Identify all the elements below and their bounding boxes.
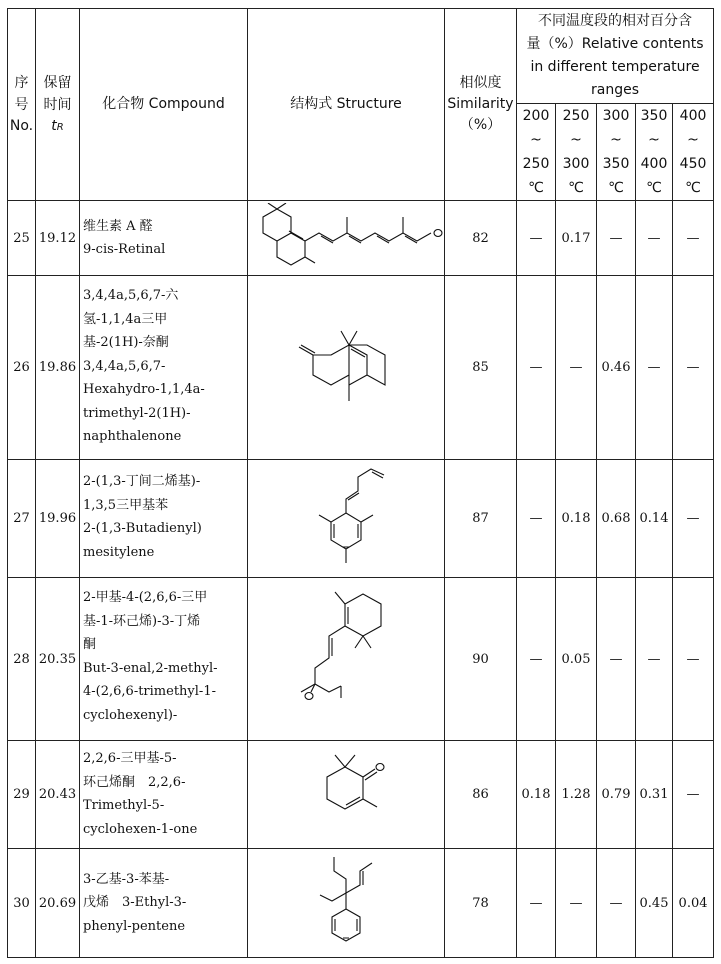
value-300-350: 0.46 xyxy=(597,276,636,460)
header-temp-range: 350 ~ 400 ℃ xyxy=(636,104,673,201)
compound-name: 维生素 A 醛 9-cis-Retinal xyxy=(80,201,248,276)
table-row xyxy=(8,578,714,741)
value-250-300: 0.17 xyxy=(556,201,597,276)
header-temp-range: 250 ~ 300 ℃ xyxy=(556,104,597,201)
butadienyl-mesitylene-structure xyxy=(248,460,445,578)
value-400-450: — xyxy=(673,578,714,741)
row-rt: 20.69 xyxy=(36,849,80,958)
row-rt: 19.96 xyxy=(36,460,80,578)
compound-name: 2,2,6-三甲基-5- 环己烯酮 2,2,6- Trimethyl-5- cyclohexen-1-one xyxy=(80,741,248,849)
value-400-450: — xyxy=(673,201,714,276)
retinal-structure xyxy=(248,201,445,276)
value-350-400: — xyxy=(636,578,673,741)
value-200-250: — xyxy=(517,849,556,958)
value-250-300: — xyxy=(556,276,597,460)
value-400-450: 0.04 xyxy=(673,849,714,958)
table-row xyxy=(8,276,714,460)
compound-name: 3-乙基-3-苯基- 戊烯 3-Ethyl-3- phenyl-pentene xyxy=(80,849,248,958)
similarity: 82 xyxy=(445,201,517,276)
similarity: 90 xyxy=(445,578,517,741)
row-no: 28 xyxy=(8,578,36,741)
value-200-250: — xyxy=(517,276,556,460)
value-350-400: — xyxy=(636,201,673,276)
value-400-450: — xyxy=(673,276,714,460)
value-300-350: — xyxy=(597,201,636,276)
similarity: 78 xyxy=(445,849,517,958)
header-relative-contents: 不同温度段的相对百分含 量（%）Relative contents in different temperature ranges xyxy=(517,9,714,104)
value-350-400: 0.31 xyxy=(636,741,673,849)
header-temp-range: 200 ~ 250 ℃ xyxy=(517,104,556,201)
header-structure: 结构式 Structure xyxy=(248,9,445,201)
value-350-400: — xyxy=(636,276,673,460)
value-250-300: 0.18 xyxy=(556,460,597,578)
table-row xyxy=(8,201,714,276)
value-250-300: 0.05 xyxy=(556,578,597,741)
header-similarity: 相似度 Similarity （%） xyxy=(445,9,517,201)
value-400-450: — xyxy=(673,460,714,578)
data-table xyxy=(7,8,714,958)
row-no: 29 xyxy=(8,741,36,849)
value-200-250: — xyxy=(517,460,556,578)
compound-name: 3,4,4a,5,6,7-六 氢-1,1,4a三甲 基-2(1H)-奈酮 3,4,4a,5,6,7- Hexahydro-1,1,4a- trimethyl-2(1H)- naphthalenone xyxy=(80,276,248,460)
header-temp-range: 300 ~ 350 ℃ xyxy=(597,104,636,201)
header-no: 序号 No. xyxy=(8,9,36,201)
row-rt: 20.35 xyxy=(36,578,80,741)
similarity: 85 xyxy=(445,276,517,460)
row-rt: 19.12 xyxy=(36,201,80,276)
ethyl-phenyl-pentene-structure xyxy=(248,849,445,958)
header-compound: 化合物 Compound xyxy=(80,9,248,201)
value-300-350: — xyxy=(597,578,636,741)
value-300-350: 0.68 xyxy=(597,460,636,578)
row-no: 27 xyxy=(8,460,36,578)
row-no: 26 xyxy=(8,276,36,460)
row-no: 25 xyxy=(8,201,36,276)
value-200-250: 0.18 xyxy=(517,741,556,849)
value-400-450: — xyxy=(673,741,714,849)
value-350-400: 0.14 xyxy=(636,460,673,578)
value-250-300: 1.28 xyxy=(556,741,597,849)
header-temp-range: 400 ~ 450 ℃ xyxy=(673,104,714,201)
value-300-350: 0.79 xyxy=(597,741,636,849)
cyclohexenone-structure xyxy=(248,741,445,849)
value-250-300: — xyxy=(556,849,597,958)
row-rt: 19.86 xyxy=(36,276,80,460)
table-row xyxy=(8,460,714,578)
row-no: 30 xyxy=(8,849,36,958)
naphthalenone-structure xyxy=(248,276,445,460)
similarity: 86 xyxy=(445,741,517,849)
row-rt: 20.43 xyxy=(36,741,80,849)
butenal-structure xyxy=(248,578,445,741)
compound-name: 2-甲基-4-(2,6,6-三甲 基-1-环己烯)-3-丁烯 酮 But-3-enal,2-methyl- 4-(2,6,6-trimethyl-1- cyclohexenyl)- xyxy=(80,578,248,741)
compound-name: 2-(1,3-丁间二烯基)- 1,3,5三甲基苯 2-(1,3-Butadienyl) mesitylene xyxy=(80,460,248,578)
value-300-350: — xyxy=(597,849,636,958)
value-350-400: 0.45 xyxy=(636,849,673,958)
value-200-250: — xyxy=(517,578,556,741)
table-row xyxy=(8,741,714,849)
value-200-250: — xyxy=(517,201,556,276)
header-retention-time: 保留时间 tR xyxy=(36,9,80,201)
similarity: 87 xyxy=(445,460,517,578)
table-row xyxy=(8,849,714,958)
